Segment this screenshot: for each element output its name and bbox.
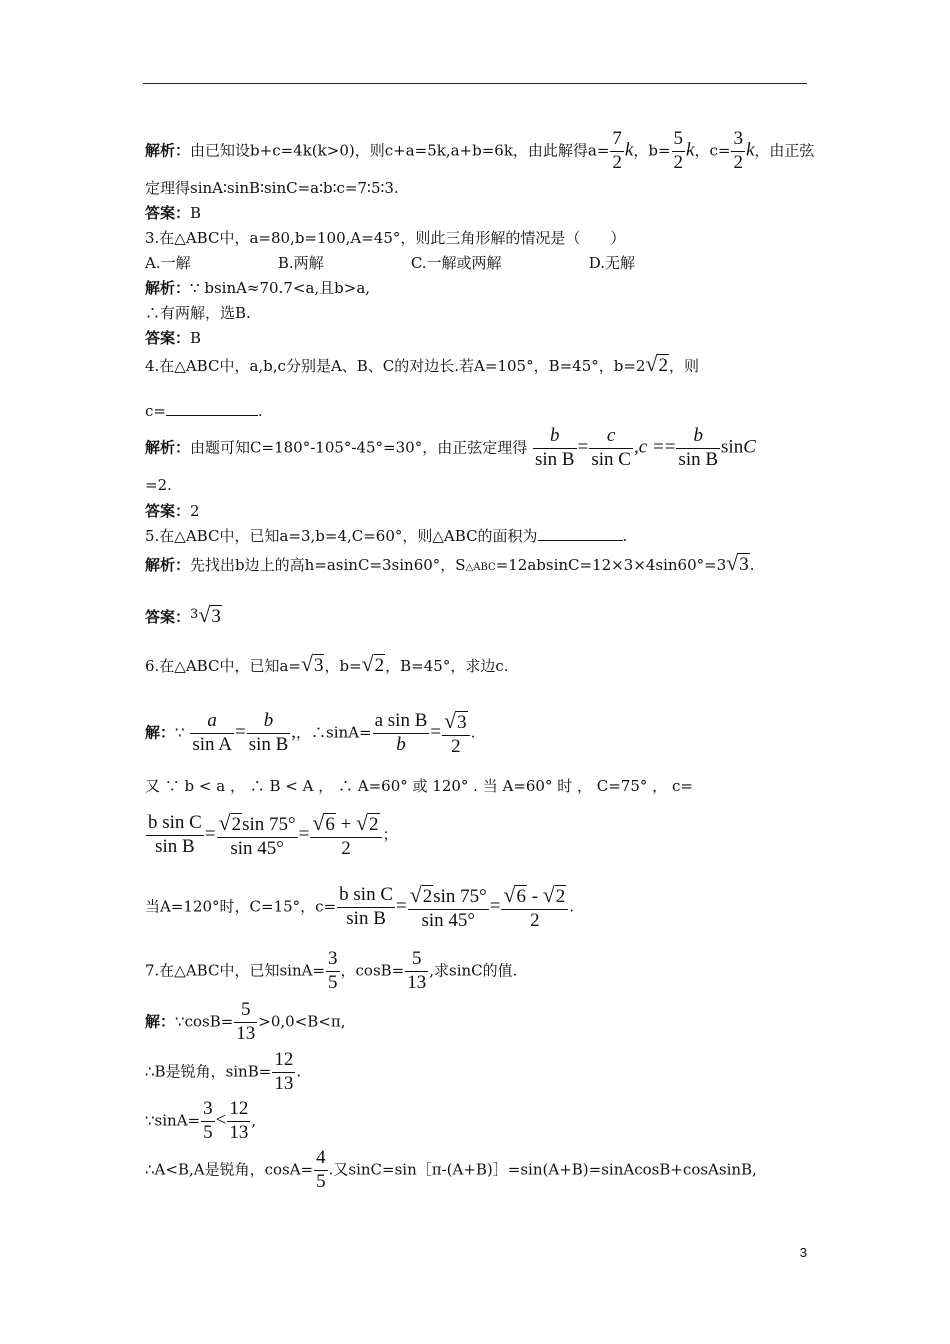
solution-3-line2: ∴有两解，选B. [145, 304, 251, 322]
solution-label: 解析 [145, 141, 176, 160]
answer-blank [166, 415, 258, 416]
page-number: 3 [799, 1245, 807, 1260]
option-a: A.一解 [145, 254, 191, 272]
solution-4-line2: =2. [145, 476, 172, 494]
question-4-line2: c= . [145, 402, 263, 420]
option-c: C.一解或两解 [410, 254, 502, 272]
answer-2: 答案：B [145, 204, 202, 222]
question-4: 4.在△ABC中，a,b,c分别是A、B、C的对边长.若A=105°，B=45°，b=2√2，则 [145, 352, 699, 376]
solution-6-line3: $\frac{\text{b sin C}}{\text{sin B}}$ = $\frac{√2\sin 75^\circ}{\sin 45^\circ}$ = $\frac{√6 + √2}{2}$ ； [148, 811, 398, 859]
solution-2-line1: 解析：由已知设b+c=4k(k>0)，则c+a=5k,a+b=6k，由此解得a= $\frac{7}{2}$ k，b= $\frac{5}{2}$ k，c= $\frac{3}{2}$ k，由正弦 [145, 128, 815, 173]
sqrt: √2 [645, 352, 668, 376]
question-3: 3.在△ABC中，a=80,b=100,A=45°，则此三角形解的情况是（ ） [145, 229, 626, 247]
answer-blank [538, 540, 623, 541]
solution-6: 解：∵ $\frac{a}{\text{sin A}}$ = $\frac{b}{\text{sin B}}$ ,，∴sinA= $\frac{\text{a sin B}}{b}$ = $\frac{√3}{2}$ . [145, 709, 476, 757]
question-5: 5.在△ABC中，已知a=3,b=4,C=60°，则△ABC的面积为 . [145, 527, 628, 545]
solution-5: 解析：先找出b边上的高h=asinC=3sin60°，S△ABC=12absinC=12×3×4sin60°=3√3. [145, 551, 755, 575]
option-b: B.两解 [277, 254, 324, 272]
header-rule [143, 83, 807, 84]
solution-7-line4: ∴A<B,A是锐角，cosA= $\frac{4}{5}$ .又sinC=sin［π-(A+B)］=sin(A+B)=sinAcosB+cosAsinB, [145, 1147, 757, 1192]
option-d: D.无解 [588, 254, 635, 272]
solution-7-line3: ∵sinA= $\frac{3}{5}$ < $\frac{12}{13}$ , [145, 1098, 257, 1143]
solution-4: 解析：由题可知C=180°-105°-45°=30°，由正弦定理得 $\frac{b}{\text{sin B}}$ = $\frac{c}{\text{sin C}}$ ,c == $\frac{b}{\text{sin B}}$ sinC [145, 425, 756, 470]
answer-4: 答案：2 [145, 502, 200, 520]
answer-3: 答案：B [145, 329, 202, 347]
solution-6-line4: 当A=120°时，C=15°，c= $\frac{\text{b sin C}}{\text{sin B}}$ = $\frac{√2\sin 75^\circ}{\sin 45^\circ}$ = $\frac{√6 - √2}{2}$ . [145, 883, 575, 931]
solution-7-line2: ∴B是锐角，sinB= $\frac{12}{13}$ . [145, 1049, 302, 1094]
solution-3: 解析：∵ bsinA≈70.7<a,且b>a, [145, 279, 371, 297]
solution-6-line2: 又 ∵ b < a ， ∴ B < A ， ∴ A=60° 或 120° . 当 A=60° 时 ， C=75° ， c= [145, 777, 693, 795]
fraction: $\frac{3}{2}$ [733, 128, 743, 173]
question-3-options [145, 252, 805, 273]
solution-2-line2: 定理得sinA∶sinB∶sinC=a∶b∶c=7∶5∶3. [145, 179, 399, 197]
question-6: 6.在△ABC中，已知a=√3，b=√2，B=45°，求边c. [145, 652, 509, 676]
fraction: $\frac{7}{2}$ [612, 128, 622, 173]
fraction: $\frac{5}{2}$ [673, 128, 684, 173]
solution-7-line1: 解：∵cosB= $\frac{5}{13}$ >0,0<B<π, [145, 999, 346, 1044]
answer-5: 答案：3√3 [145, 603, 221, 627]
question-7: 7.在△ABC中，已知sinA= $\frac{3}{5}$ ，cosB= $\frac{5}{13}$ ,求sinC的值. [145, 948, 518, 993]
